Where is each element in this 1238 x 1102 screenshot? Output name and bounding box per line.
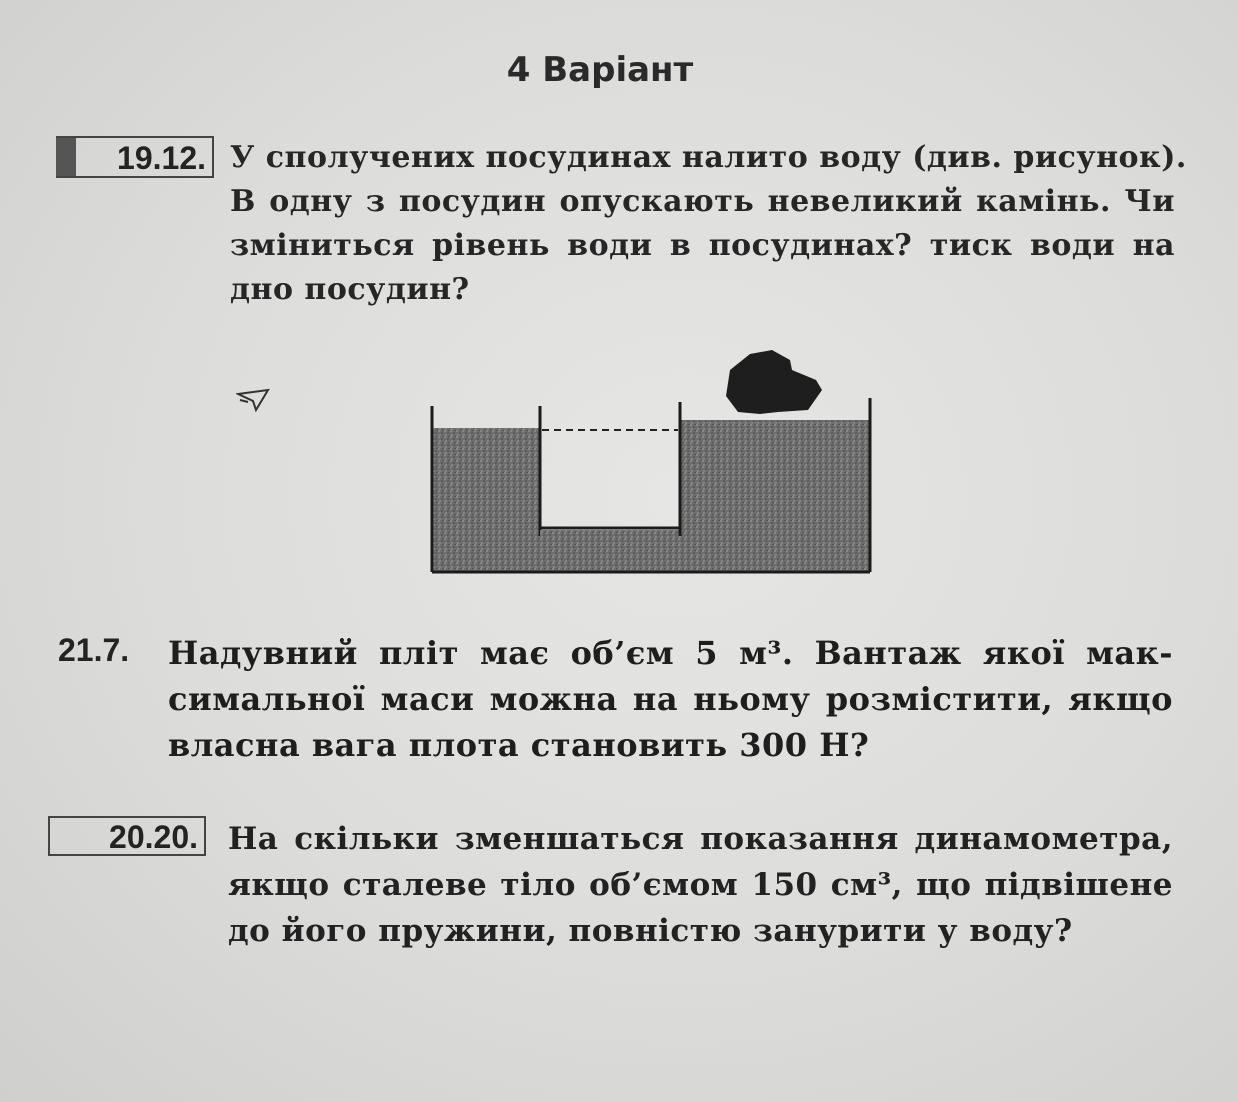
connecting-tube — [540, 528, 680, 572]
problem-text-21-7 — [168, 630, 1173, 768]
problem-20-20-line-3: до його пружини, повністю занурити у воду? — [228, 913, 1073, 949]
problem-text-19-12 — [230, 136, 1187, 312]
problem-19-12-line-2: В одну з посудин опускають невеликий камінь. Чи — [230, 184, 1175, 219]
problem-21-7-line-3: власна вага плота становить 300 Н? — [168, 726, 870, 764]
page-title: 4 Варіант — [506, 50, 694, 90]
stone-icon — [726, 350, 822, 414]
communicating-vessels-diagram — [420, 340, 880, 580]
pointer-cursor-icon — [236, 386, 272, 414]
problem-number-21-7: 21.7. — [58, 632, 130, 668]
problem-20-20-line-1: На скільки зменшаться показання динамометра, — [228, 821, 1173, 857]
problem-number-19-12: 19.12. — [56, 136, 214, 178]
problem-text-20-20 — [228, 816, 1173, 954]
problem-number-20-20: 20.20. — [48, 816, 206, 856]
problem-19-12-line-1: У сполучених посудинах налито воду (див. рисунок). — [230, 140, 1187, 175]
problem-19-12-line-3: зміниться рівень води в посудинах? тиск води на — [230, 228, 1175, 263]
right-vessel — [680, 398, 870, 572]
problem-21-7-line-2: симальної маси можна на ньому розмістити, якщо — [168, 680, 1173, 718]
left-vessel — [432, 406, 540, 572]
problem-21-7-line-1: Надувний пліт має об’єм 5 м³. Вантаж якої мак- — [168, 634, 1173, 672]
problem-20-20-line-2: якщо сталеве тіло об’ємом 150 см³, що підвішене — [228, 867, 1173, 903]
problem-19-12-line-4: дно посудин? — [230, 272, 470, 307]
